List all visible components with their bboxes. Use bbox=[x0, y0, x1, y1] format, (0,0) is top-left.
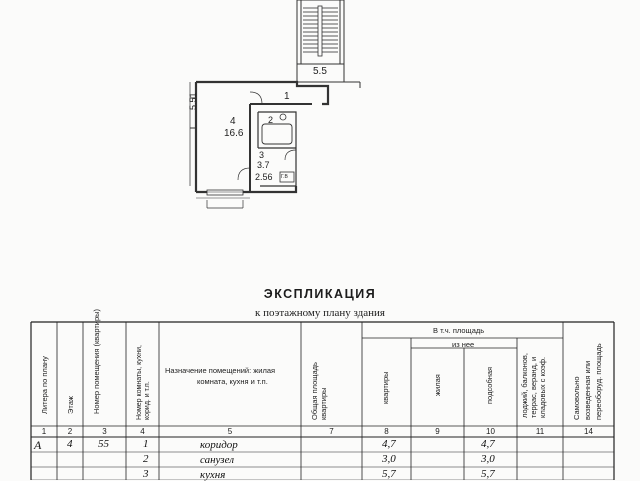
header-kvartira: Номер помещения (квартиры) bbox=[92, 308, 101, 414]
column-number-11: 11 bbox=[535, 427, 545, 436]
header-samovol-line2: возведенная или bbox=[583, 360, 592, 420]
header-komnata: Номер комнаты, кухни, корид. и т.п. bbox=[136, 345, 151, 420]
row-podsobnaya: 5,7 bbox=[481, 468, 495, 480]
room-3-area: 3.7 bbox=[257, 160, 270, 170]
header-etazh: Этаж bbox=[66, 396, 75, 414]
row-naznachenie: коридор bbox=[200, 439, 238, 451]
row-podsobnaya: 4,7 bbox=[481, 438, 495, 450]
column-number-10: 10 bbox=[486, 427, 495, 436]
column-number-2: 2 bbox=[67, 427, 73, 436]
header-samovol-line3: переоборуд. площадь bbox=[594, 343, 603, 420]
row-naznachenie: санузел bbox=[200, 454, 234, 466]
row-kvartiry: 4,7 bbox=[382, 438, 396, 450]
column-number-8: 8 bbox=[384, 427, 389, 436]
header-zhilaya: жилая bbox=[433, 374, 442, 396]
row-komnata: 2 bbox=[143, 453, 149, 465]
column-number-3: 3 bbox=[102, 427, 107, 436]
document-subtitle: к поэтажному плану здания bbox=[254, 307, 385, 319]
row-litera: А bbox=[34, 438, 42, 452]
column-number-4: 4 bbox=[140, 427, 145, 436]
row-etazh: 4 bbox=[67, 438, 73, 450]
bottom-dimension-label: 2.56 bbox=[255, 172, 273, 182]
header-kvartiry: квартиры bbox=[381, 371, 390, 404]
header-samovol-line1: Самовольно bbox=[572, 376, 581, 420]
header-v-tch: В т.ч. площадь bbox=[433, 326, 485, 335]
column-number-7: 7 bbox=[329, 427, 334, 436]
stair-area-label: 5.5 bbox=[313, 66, 327, 77]
row-kvartiry: 5,7 bbox=[382, 468, 396, 480]
header-naznachenie-line2: комната, кухня и т.п. bbox=[197, 377, 268, 386]
header-iz-nee: из нее bbox=[452, 340, 475, 349]
header-lodzhiy-line2: террас, веранд, и bbox=[529, 356, 538, 418]
column-number-9: 9 bbox=[435, 427, 440, 436]
row-naznachenie: кухня bbox=[200, 469, 226, 481]
row-komnata: 1 bbox=[143, 438, 149, 450]
room-3-number: 3 bbox=[259, 150, 265, 160]
room-1-number: 1 bbox=[284, 91, 290, 102]
room-4-number: 4 bbox=[230, 116, 236, 127]
stove-label: Г.В bbox=[281, 174, 288, 180]
column-number-5: 5 bbox=[227, 427, 233, 436]
row-komnata: 3 bbox=[143, 468, 149, 480]
header-litera: Литера по плану bbox=[40, 356, 49, 414]
document-title: ЭКСПЛИКАЦИЯ bbox=[263, 287, 377, 301]
header-obshaya: Общая площадь квартиры bbox=[310, 362, 328, 420]
room-4-area: 16.6 bbox=[224, 128, 244, 139]
column-number-1: 1 bbox=[41, 427, 47, 436]
row-kvartira: 55 bbox=[98, 438, 109, 450]
header-lodzhiy-line3: кладовых с коэф. bbox=[538, 356, 547, 418]
room-2-number: 2 bbox=[268, 115, 274, 125]
row-kvartiry: 3,0 bbox=[382, 453, 396, 465]
column-number-14: 14 bbox=[584, 427, 593, 436]
header-podsobnaya: подсобная bbox=[485, 366, 494, 404]
header-naznachenie-line1: Назначение помещений: жилая bbox=[165, 366, 276, 375]
header-lodzhiy-line1: лоджий, балконов, bbox=[520, 353, 529, 418]
row-podsobnaya: 3,0 bbox=[481, 453, 495, 465]
left-dimension-label: 5.51 bbox=[188, 92, 198, 110]
